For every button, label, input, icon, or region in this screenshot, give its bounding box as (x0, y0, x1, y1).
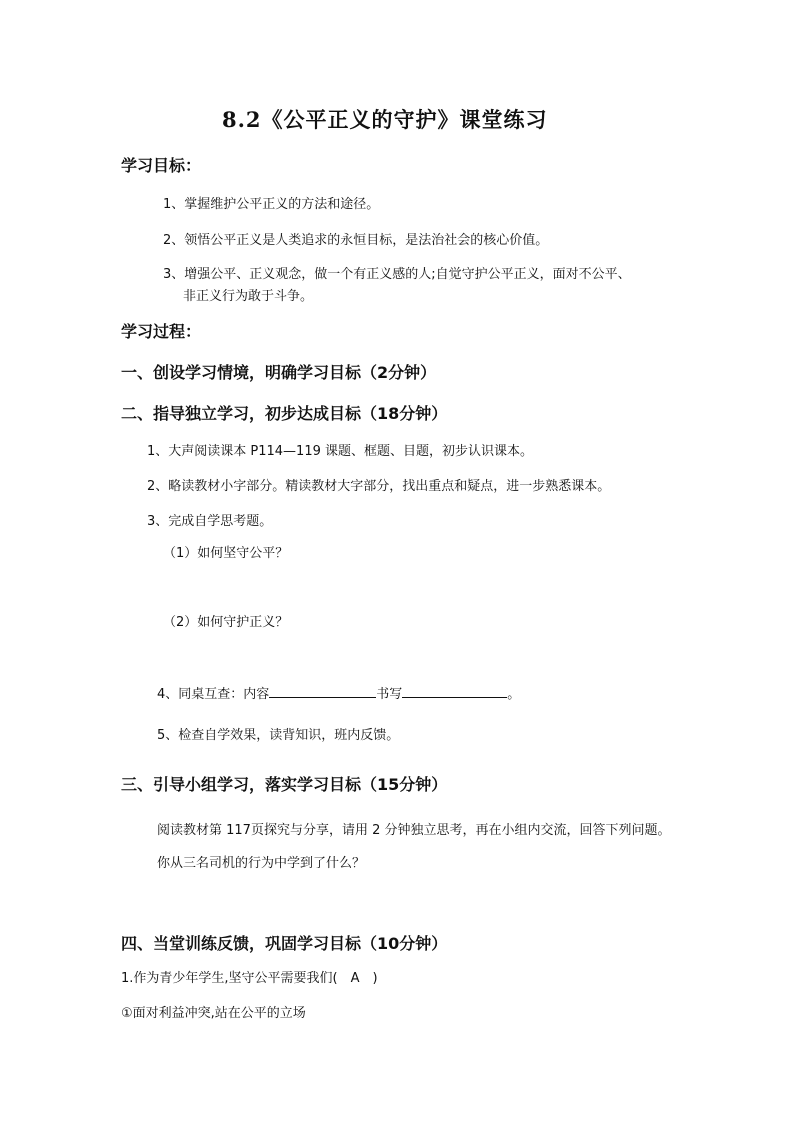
page-title: 8.2《公平正义的守护》课堂练习 (222, 107, 548, 132)
writing-label: 书写 (376, 687, 403, 702)
content-blank[interactable] (269, 683, 376, 698)
goal-item: 2、领悟公平正义是人类追求的永恒目标，是法治社会的核心价值。 (163, 233, 549, 248)
writing-blank[interactable] (402, 683, 507, 698)
section-4-heading: 四、当堂训练反馈，巩固学习目标（10分钟） (121, 934, 448, 953)
list-item: 3、完成自学思考题。 (147, 514, 273, 529)
goal-item: 1、掌握维护公平正义的方法和途径。 (163, 197, 380, 212)
process-heading: 学习过程： (121, 322, 202, 341)
list-item: 2、略读教材小字部分。精读教材大字部分，找出重点和疑点，进一步熟悉课本。 (147, 479, 611, 494)
question-2: （2）如何守护正义？ (163, 615, 289, 630)
goal-item-continuation: 非正义行为敢于斗争。 (183, 289, 314, 304)
exercise-1: 1.作为青少年学生,坚守公平需要我们( A ) (121, 971, 378, 986)
section-2-heading: 二、指导独立学习，初步达成目标（18分钟） (121, 404, 448, 423)
goals-heading: 学习目标： (121, 156, 202, 175)
exercise-1-option: ①面对利益冲突,站在公平的立场 (121, 1006, 306, 1021)
peer-check-item: 4、同桌互查：内容 书写 。 (157, 683, 520, 702)
section-3-heading: 三、引导小组学习，落实学习目标（15分钟） (121, 775, 448, 794)
section-1-heading: 一、创设学习情境，明确学习目标（2分钟） (121, 363, 437, 382)
list-item: 1、大声阅读课本 P114—119 课题、框题、目题，初步认识课本。 (147, 444, 534, 459)
goal-item: 3、增强公平、正义观念，做一个有正义感的人;自觉守护公平正义，面对不公平、 (163, 267, 631, 282)
list-item: 5、检查自学效果，读背知识，班内反馈。 (157, 728, 400, 743)
section-3-question: 你从三名司机的行为中学到了什么？ (157, 856, 366, 871)
section-3-paragraph: 阅读教材第 117页探究与分享，请用 2 分钟独立思考，再在小组内交流，回答下列问题。 (157, 823, 671, 838)
question-1: （1）如何坚守公平？ (163, 546, 289, 561)
peer-check-label: 4、同桌互查：内容 (157, 687, 270, 702)
